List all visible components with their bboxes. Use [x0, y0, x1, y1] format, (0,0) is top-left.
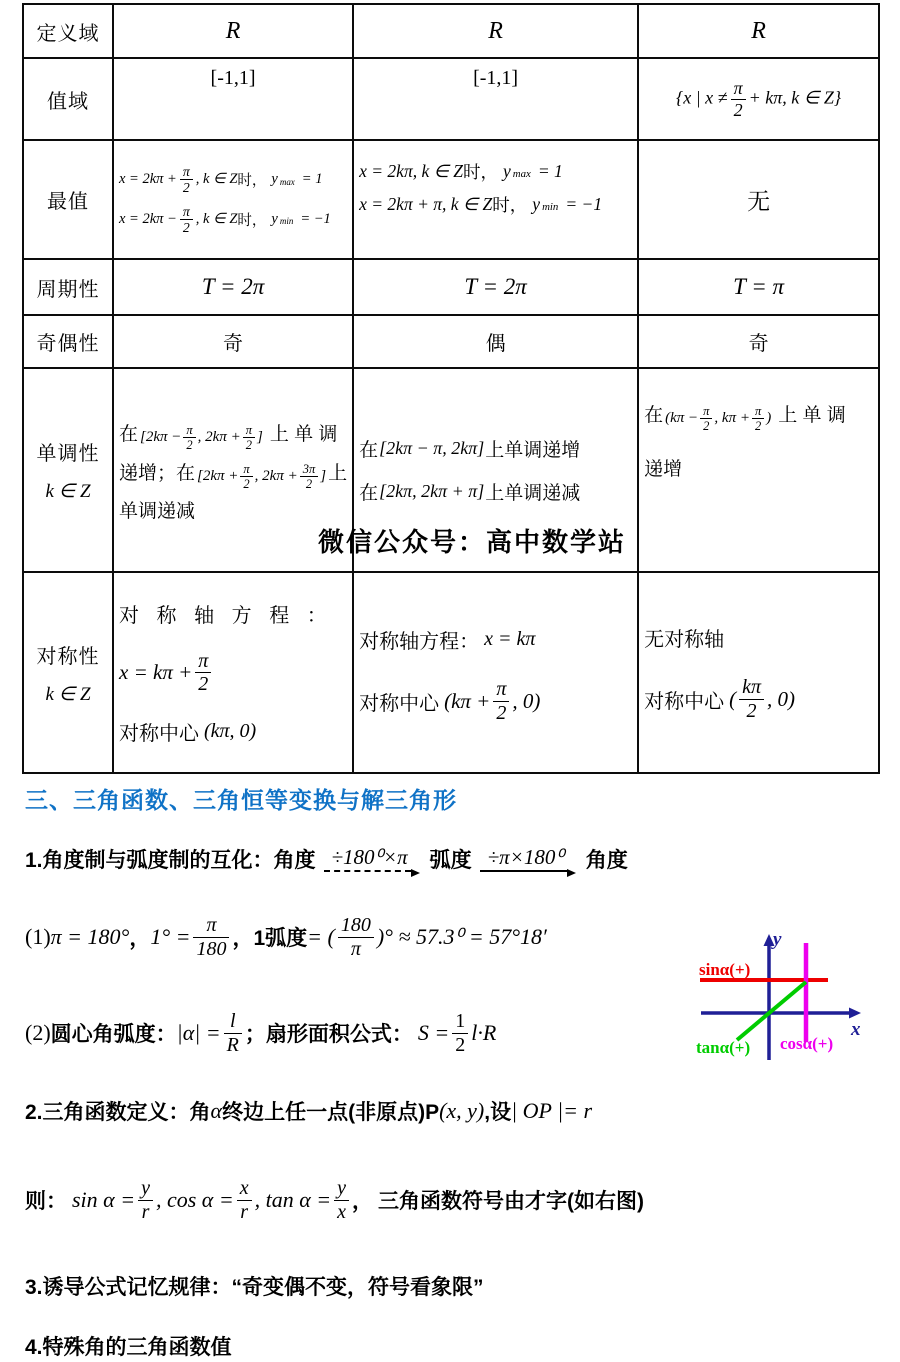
formula-line [359, 625, 632, 654]
cos-label: cosα(+) [780, 1034, 834, 1053]
cn-text: 上单调递减 [485, 483, 581, 504]
cn-text: 在 [119, 423, 139, 445]
cn-text: 上 [328, 462, 348, 484]
row-label-period [23, 259, 113, 315]
underline [480, 870, 567, 872]
cn-text: 无 [747, 188, 771, 214]
fraction [338, 914, 374, 961]
math-text: α [210, 1098, 223, 1123]
math-text: = −1 [565, 194, 603, 214]
math-text: ] [320, 467, 327, 484]
cn-text: 上 单 调 [269, 423, 338, 445]
cn-text: 无对称轴 [644, 629, 725, 652]
fraction [243, 423, 255, 452]
subscript: min [279, 216, 294, 227]
cell-domain-sin [113, 4, 353, 58]
denominator: 2 [198, 673, 209, 695]
fraction [195, 650, 211, 696]
denominator: 2 [182, 180, 190, 196]
label-text: 定义域 [36, 22, 100, 45]
line-trig-definition [25, 1096, 592, 1126]
section-heading: 三、三角函数、三角恒等变换与解三角形 [25, 787, 457, 813]
math-text: R [488, 17, 503, 44]
numerator: 180 [338, 914, 374, 938]
cn-text: 奇 [223, 333, 244, 355]
math-text: x = 2kπ − [119, 210, 177, 227]
numerator: π [243, 423, 255, 438]
math-text: x = kπ + [119, 660, 193, 684]
cn-text: 时， [237, 173, 267, 190]
numerator: π [180, 164, 193, 180]
math-text: ) [766, 410, 772, 426]
math-text: π = 180° [50, 924, 130, 949]
label-text: 最值 [47, 191, 89, 213]
fraction [752, 404, 764, 433]
denominator: 2 [186, 437, 193, 452]
math-text: x = 2kπ, k ∈ Z [359, 161, 463, 181]
cell-range-cos [353, 58, 638, 140]
cn-text: 则： [25, 1190, 67, 1213]
formula-line [359, 478, 632, 505]
math-text: T = 2π [201, 274, 265, 299]
row-label-monotonic [23, 368, 113, 572]
math-text: 1° = [150, 924, 191, 949]
math-text: x = kπ [484, 628, 536, 651]
math-text: | OP |= r [511, 1098, 593, 1123]
fraction [180, 164, 193, 196]
watermark: 微信公众号：高中数学站 [318, 527, 627, 557]
numerator: π [193, 914, 229, 938]
cn-text: 4.特殊角的三角函数值 [25, 1336, 232, 1359]
math-text: = 1 [301, 171, 323, 188]
math-text: (1) [25, 924, 51, 949]
math-text: x = 2kπ + π, k ∈ Z [359, 194, 493, 214]
fraction [731, 78, 746, 119]
math-text: (kπ + [444, 688, 491, 713]
fraction [493, 678, 509, 724]
math-text: , 0) [767, 686, 795, 711]
tan-label: tanα(+) [696, 1038, 751, 1057]
cn-text: 对称中心 [359, 692, 440, 715]
math-text: )° ≈ 57.3⁰ = 57°18′ [376, 924, 547, 949]
cn-text: 单调递减 [119, 500, 196, 522]
label-text: 值域 [47, 90, 89, 113]
arrow-right-icon [567, 869, 576, 877]
math-text: + kπ, k ∈ Z} [748, 87, 842, 108]
numerator: π [700, 404, 712, 419]
cn-text: 终边上任一点(非原点)P [222, 1101, 440, 1124]
math-text: y [271, 210, 278, 227]
math-text: , 2kπ + [254, 467, 298, 484]
line-radian-arc-formulas [25, 997, 496, 1069]
x-axis-label: x [851, 1019, 861, 1040]
cell-extrema-sin [113, 140, 353, 259]
label-math: k ∈ Z [45, 481, 91, 502]
math-text: l·R [471, 1020, 497, 1045]
denominator: 2 [746, 699, 757, 722]
math-text: [2kπ − [140, 428, 182, 445]
math-text: (2) [25, 1020, 51, 1045]
math-text: , kπ + [714, 410, 750, 426]
math-text: [2kπ + [197, 467, 239, 484]
fraction [739, 676, 764, 722]
cn-text: 时， [462, 162, 498, 182]
math-text: , k ∈ Z [195, 210, 238, 227]
line-induction-formula-rule [25, 1271, 484, 1301]
row-period [23, 259, 879, 315]
label-text: 奇偶性 [36, 333, 100, 355]
formula-line [119, 164, 347, 196]
math-text: y [271, 171, 278, 188]
row-label-domain [23, 4, 113, 58]
cell-range-sin [113, 58, 353, 140]
fraction [240, 462, 252, 491]
numerator: 3π [300, 462, 319, 477]
formula-line [119, 496, 347, 523]
numerator: 1 [452, 1010, 468, 1034]
cell-extrema-cos [353, 140, 638, 259]
cell-sym-tan [638, 572, 879, 773]
denominator: π [350, 937, 361, 960]
row-domain [23, 4, 879, 58]
numerator: π [195, 650, 211, 673]
formula-line [644, 623, 873, 652]
label-text: 对称性 [36, 645, 100, 668]
denominator: x [337, 1200, 346, 1223]
cell-domain-tan [638, 4, 879, 58]
conversion-formula: ÷180⁰×π [331, 845, 408, 869]
formula-line [644, 676, 873, 722]
cn-text: ， [232, 927, 254, 950]
numerator: π [731, 78, 746, 99]
formula-line [119, 717, 347, 746]
interval [197, 462, 326, 491]
cn-text: 3.诱导公式记忆规律：“奇变偶不变，符号看象限” [25, 1276, 484, 1299]
cn-text: 递增；在 [119, 462, 196, 484]
cn-text: 奇 [748, 333, 769, 355]
math-text: [-1,1] [473, 67, 519, 89]
subscript: max [279, 176, 295, 187]
line-pi-degree-values [25, 901, 547, 973]
math-text: {x | x ≠ [676, 87, 728, 108]
fraction [334, 1177, 349, 1224]
math-text: T = π [733, 274, 785, 299]
math-text: |α| = [176, 1020, 221, 1045]
cell-period-cos [353, 259, 638, 315]
cn-text: 对称中心 [119, 723, 199, 746]
cell-extrema-tan [638, 140, 879, 259]
cn-text: 三角函数符号由才字(如右图) [378, 1190, 644, 1213]
cell-domain-cos [353, 4, 638, 58]
fraction [237, 1177, 252, 1224]
numerator: π [493, 678, 509, 701]
math-text: = −1 [300, 210, 331, 227]
denominator: 2 [305, 476, 313, 491]
math-text: ] [256, 428, 263, 445]
formula-line [359, 435, 632, 462]
cn-text: ； [244, 1023, 266, 1046]
formula-line [359, 192, 632, 217]
row-parity [23, 315, 879, 368]
cn-text: 弧度 [429, 849, 472, 872]
fraction [138, 1177, 153, 1224]
math-text: = 1 [537, 161, 563, 181]
numerator: l [224, 1010, 242, 1034]
denominator: r [141, 1200, 150, 1223]
math-text: S = [417, 1020, 450, 1045]
conversion-rad-to-deg [480, 843, 576, 875]
fraction [300, 462, 319, 491]
fraction [193, 914, 229, 961]
denominator: 2 [754, 419, 762, 433]
math-text: x = 2kπ + [119, 171, 177, 188]
fraction [224, 1010, 242, 1057]
formula-line [119, 650, 347, 696]
line-angle-radian-conversion [25, 843, 628, 875]
formula-line [644, 454, 873, 481]
cn-text: 时， [237, 212, 267, 229]
fraction [183, 423, 195, 452]
denominator: 2 [245, 437, 252, 452]
cn-text: 上 单 调 [778, 405, 846, 426]
sin-label: sinα(+) [699, 960, 751, 979]
cn-text: 在 [359, 483, 379, 504]
tan-positive-line [737, 982, 806, 1040]
formula-line [644, 399, 873, 433]
line-sin-cos-tan-ratios [25, 1164, 644, 1236]
row-label-extrema [23, 140, 113, 259]
math-text: R [751, 17, 766, 44]
cell-period-sin [113, 259, 353, 315]
denominator: 2 [455, 1033, 466, 1056]
cn-text: ,设 [484, 1101, 512, 1124]
subscript: min [542, 200, 559, 213]
math-text: , cos α = [155, 1187, 234, 1212]
math-text: sin α = [72, 1187, 136, 1212]
label-text: 单调性 [36, 443, 100, 465]
cn-text: 对称中心 [644, 690, 725, 713]
math-text: [2kπ − π, 2kπ] [379, 438, 485, 458]
denominator: R [226, 1033, 239, 1056]
row-range [23, 58, 879, 140]
denominator: 2 [243, 476, 250, 491]
fraction [700, 404, 712, 433]
interval [140, 423, 263, 452]
cn-text: 1弧度 [253, 927, 308, 950]
math-text: [-1,1] [210, 67, 256, 89]
math-text: , 0) [512, 688, 541, 713]
cn-text: 偶 [485, 333, 506, 355]
cn-text: 对 称 轴 方 程 ： [119, 604, 333, 627]
math-text: R [225, 17, 241, 44]
cn-text: 1.角度制与弧度制的互化：角度 [25, 849, 316, 872]
numerator: x [237, 1177, 252, 1201]
row-label-parity [23, 315, 113, 368]
cn-text: 递增 [644, 459, 683, 480]
line-special-angle-values [25, 1331, 232, 1361]
math-text: (x, y) [439, 1098, 485, 1123]
numerator: π [240, 462, 252, 477]
formula-line [119, 204, 347, 236]
trig-sign-diagram [683, 912, 878, 1072]
x-axis-arrow-icon [849, 1008, 861, 1019]
trig-properties-table [22, 3, 880, 774]
arrow-right-icon [411, 869, 420, 877]
math-text: , tan α = [254, 1187, 332, 1212]
subscript: max [512, 167, 531, 180]
cn-text: ， [352, 1190, 373, 1213]
math-text: (kπ, 0) [204, 720, 257, 743]
cn-text: ， [129, 927, 151, 950]
denominator: 2 [733, 99, 743, 120]
math-text: y [502, 161, 511, 181]
formula-line [119, 457, 348, 491]
cell-parity-cos [353, 315, 638, 368]
cn-text: 角度 [585, 849, 628, 872]
row-extrema [23, 140, 879, 259]
numerator: y [138, 1177, 153, 1201]
cell-sym-sin [113, 572, 353, 773]
cn-text: 上单调递增 [485, 440, 581, 461]
cn-text: 在 [359, 440, 379, 461]
numerator: π [752, 404, 764, 419]
fraction [180, 204, 193, 236]
math-text: , k ∈ Z [195, 171, 238, 188]
denominator: 2 [703, 419, 710, 433]
interval [665, 404, 771, 433]
cell-range-tan [638, 58, 879, 140]
cell-parity-sin [113, 315, 353, 368]
numerator: π [183, 423, 195, 438]
cn-text: 2.三角函数定义：角 [25, 1101, 211, 1124]
math-text: (kπ − [665, 410, 699, 426]
conversion-formula: ÷π×180⁰ [487, 845, 564, 869]
numerator: y [334, 1177, 349, 1201]
denominator: 2 [496, 701, 507, 724]
math-text: = ( [307, 924, 335, 949]
denominator: 180 [196, 937, 227, 960]
fraction [452, 1010, 468, 1057]
cell-parity-tan [638, 315, 879, 368]
formula-line [359, 678, 632, 724]
row-label-range [23, 58, 113, 140]
math-text: [2kπ, 2kπ + π] [379, 481, 485, 501]
conversion-deg-to-rad [324, 843, 420, 875]
cell-mono-tan [638, 368, 879, 572]
denominator: 2 [182, 219, 190, 235]
math-text: T = 2π [464, 274, 527, 299]
label-text: 周期性 [36, 278, 100, 301]
underline [324, 870, 411, 872]
cn-text: 在 [644, 405, 664, 426]
formula-line [119, 418, 347, 452]
row-label-symmetry [23, 572, 113, 773]
cell-sym-cos [353, 572, 638, 773]
numerator: π [180, 204, 193, 220]
cn-text: 扇形面积公式： [265, 1023, 413, 1046]
denominator: r [240, 1200, 249, 1223]
label-math: k ∈ Z [45, 683, 91, 705]
math-text: y [532, 194, 541, 214]
formula-line [359, 159, 632, 184]
math-text: , 2kπ + [197, 428, 241, 445]
numerator: kπ [739, 676, 764, 699]
cn-text: 圆心角弧度： [50, 1023, 177, 1046]
cn-text: 时， [492, 195, 528, 215]
row-symmetry [23, 572, 879, 773]
y-axis-label: y [773, 929, 782, 950]
math-text: ( [729, 686, 737, 711]
cn-text: 对称轴方程： [359, 631, 480, 654]
cell-period-tan [638, 259, 879, 315]
